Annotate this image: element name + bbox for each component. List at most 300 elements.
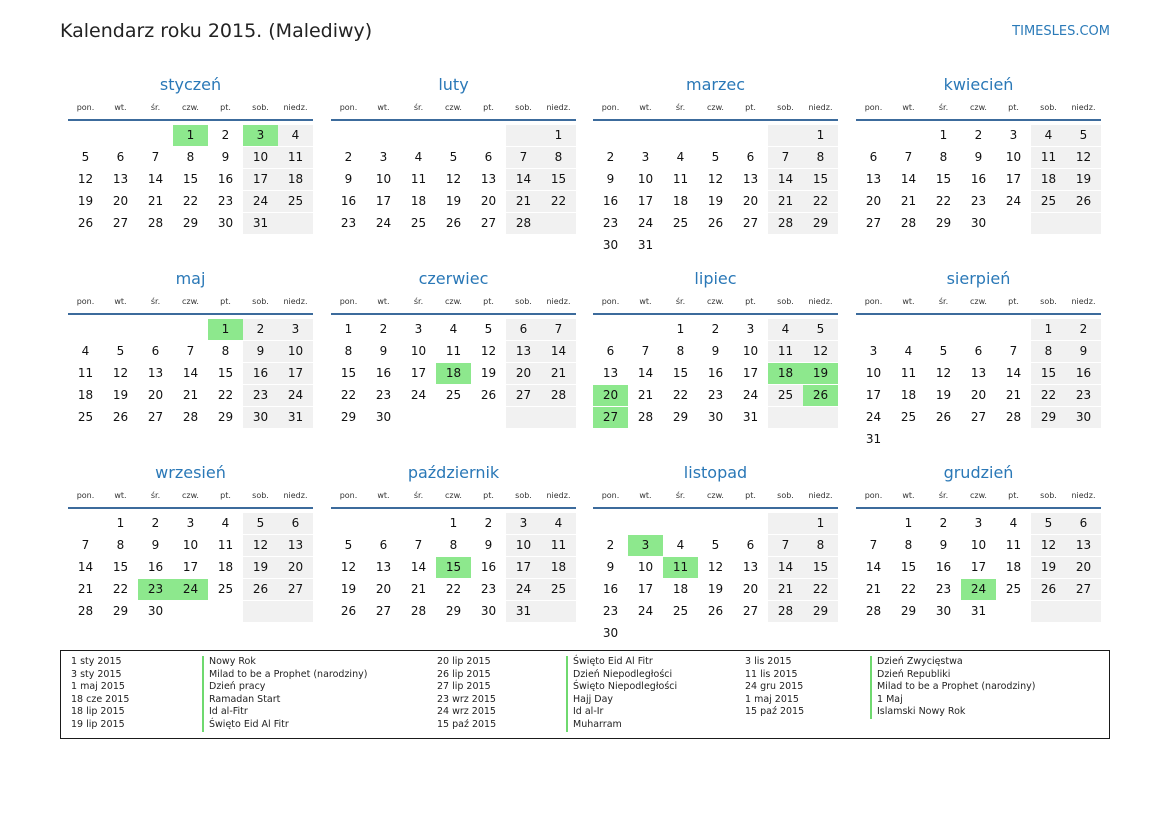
day-cell[interactable]: 27: [375, 603, 392, 618]
day-cell[interactable]: 6: [1066, 513, 1101, 534]
day-cell[interactable]: 9: [974, 149, 983, 164]
day-cell[interactable]: 23: [217, 193, 234, 208]
day-cell[interactable]: 7: [186, 343, 195, 358]
day-cell[interactable]: 27: [865, 215, 882, 230]
day-cell[interactable]: 17: [243, 169, 278, 190]
day-cell[interactable]: 13: [112, 171, 129, 186]
day-cell[interactable]: 23: [138, 579, 173, 600]
day-cell[interactable]: 2: [606, 537, 615, 552]
day-cell[interactable]: 20: [1066, 557, 1101, 578]
day-cell[interactable]: 23: [970, 193, 987, 208]
day-cell[interactable]: 20: [480, 193, 497, 208]
day-cell[interactable]: 17: [278, 363, 313, 384]
day-cell[interactable]: 18: [278, 169, 313, 190]
day-cell[interactable]: 16: [707, 365, 724, 380]
day-cell[interactable]: 29: [340, 409, 357, 424]
day-cell[interactable]: 15: [803, 557, 838, 578]
day-cell[interactable]: 25: [77, 409, 94, 424]
day-cell[interactable]: 8: [116, 537, 125, 552]
day-cell[interactable]: 19: [1066, 169, 1101, 190]
day-cell[interactable]: 11: [541, 535, 576, 556]
day-cell[interactable]: 30: [480, 603, 497, 618]
day-cell[interactable]: 28: [541, 385, 576, 406]
day-cell[interactable]: 26: [112, 409, 129, 424]
day-cell[interactable]: 5: [1066, 125, 1101, 146]
day-cell[interactable]: 19: [707, 193, 724, 208]
day-cell[interactable]: 16: [147, 559, 164, 574]
day-cell[interactable]: 2: [484, 516, 493, 530]
day-cell[interactable]: 15: [182, 171, 199, 186]
day-cell[interactable]: 14: [410, 559, 427, 574]
day-cell[interactable]: 20: [970, 387, 987, 402]
day-cell[interactable]: 8: [186, 149, 195, 164]
day-cell[interactable]: 7: [869, 537, 878, 552]
day-cell[interactable]: 27: [147, 409, 164, 424]
day-cell[interactable]: 3: [628, 535, 663, 556]
day-cell[interactable]: 28: [77, 603, 94, 618]
day-cell[interactable]: 30: [707, 409, 724, 424]
day-cell[interactable]: 12: [480, 343, 497, 358]
day-cell[interactable]: 7: [414, 537, 423, 552]
day-cell[interactable]: 24: [637, 603, 654, 618]
day-cell[interactable]: 17: [742, 365, 759, 380]
day-cell[interactable]: 7: [641, 343, 650, 358]
day-cell[interactable]: 21: [768, 191, 803, 212]
day-cell[interactable]: 4: [414, 149, 423, 164]
day-cell[interactable]: 4: [221, 516, 230, 530]
day-cell[interactable]: 19: [243, 557, 278, 578]
day-cell[interactable]: 28: [865, 603, 882, 618]
day-cell[interactable]: 30: [935, 603, 952, 618]
day-cell[interactable]: 11: [217, 537, 234, 552]
day-cell[interactable]: 7: [768, 535, 803, 556]
day-cell[interactable]: 21: [865, 581, 882, 596]
day-cell[interactable]: 29: [445, 603, 462, 618]
day-cell[interactable]: 17: [182, 559, 199, 574]
day-cell[interactable]: 9: [606, 559, 615, 574]
day-cell[interactable]: 1: [541, 125, 576, 146]
day-cell[interactable]: 23: [602, 603, 619, 618]
day-cell[interactable]: 12: [112, 365, 129, 380]
day-cell[interactable]: 11: [768, 341, 803, 362]
day-cell[interactable]: 6: [746, 149, 755, 164]
day-cell[interactable]: 1: [1031, 319, 1066, 340]
day-cell[interactable]: 18: [900, 387, 917, 402]
day-cell[interactable]: 20: [278, 557, 313, 578]
day-cell[interactable]: 5: [81, 149, 90, 164]
day-cell[interactable]: 18: [541, 557, 576, 578]
day-cell[interactable]: 13: [1066, 535, 1101, 556]
day-cell[interactable]: 17: [637, 581, 654, 596]
day-cell[interactable]: 27: [742, 603, 759, 618]
day-cell[interactable]: 3: [243, 125, 278, 146]
day-cell[interactable]: 3: [186, 516, 195, 530]
site-link[interactable]: TIMESLES.COM: [1012, 24, 1110, 39]
day-cell[interactable]: 5: [344, 537, 353, 552]
day-cell[interactable]: 13: [865, 171, 882, 186]
day-cell[interactable]: 16: [375, 365, 392, 380]
day-cell[interactable]: 6: [151, 343, 160, 358]
day-cell[interactable]: 22: [900, 581, 917, 596]
day-cell[interactable]: 14: [147, 171, 164, 186]
day-cell[interactable]: 28: [1005, 409, 1022, 424]
day-cell[interactable]: 5: [1031, 513, 1066, 534]
day-cell[interactable]: 17: [506, 557, 541, 578]
day-cell[interactable]: 5: [243, 513, 278, 534]
day-cell[interactable]: 5: [711, 537, 720, 552]
day-cell[interactable]: 21: [147, 193, 164, 208]
day-cell[interactable]: 18: [217, 559, 234, 574]
day-cell[interactable]: 26: [243, 579, 278, 600]
day-cell[interactable]: 22: [182, 193, 199, 208]
day-cell[interactable]: 18: [410, 193, 427, 208]
day-cell[interactable]: 20: [742, 193, 759, 208]
day-cell[interactable]: 3: [379, 149, 388, 164]
day-cell[interactable]: 3: [414, 322, 423, 336]
day-cell[interactable]: 20: [593, 385, 628, 406]
day-cell[interactable]: 26: [480, 387, 497, 402]
day-cell[interactable]: 24: [1005, 193, 1022, 208]
day-cell[interactable]: 23: [1066, 385, 1101, 406]
day-cell[interactable]: 11: [278, 147, 313, 168]
day-cell[interactable]: 14: [900, 171, 917, 186]
day-cell[interactable]: 26: [77, 215, 94, 230]
day-cell[interactable]: 3: [641, 149, 650, 164]
day-cell[interactable]: 4: [278, 125, 313, 146]
day-cell[interactable]: 5: [939, 343, 948, 358]
day-cell[interactable]: 22: [935, 193, 952, 208]
day-cell[interactable]: 4: [1031, 125, 1066, 146]
day-cell[interactable]: 30: [602, 625, 619, 640]
day-cell[interactable]: 21: [182, 387, 199, 402]
day-cell[interactable]: 22: [803, 191, 838, 212]
day-cell[interactable]: 18: [672, 193, 689, 208]
day-cell[interactable]: 28: [900, 215, 917, 230]
day-cell[interactable]: 8: [449, 537, 458, 552]
day-cell[interactable]: 26: [803, 385, 838, 406]
day-cell[interactable]: 27: [112, 215, 129, 230]
day-cell[interactable]: 4: [449, 322, 458, 336]
day-cell[interactable]: 21: [768, 579, 803, 600]
day-cell[interactable]: 29: [182, 215, 199, 230]
day-cell[interactable]: 17: [410, 365, 427, 380]
day-cell[interactable]: 23: [480, 581, 497, 596]
day-cell[interactable]: 27: [278, 579, 313, 600]
day-cell[interactable]: 19: [707, 581, 724, 596]
day-cell[interactable]: 9: [379, 343, 388, 358]
day-cell[interactable]: 14: [182, 365, 199, 380]
day-cell[interactable]: 30: [375, 409, 392, 424]
day-cell[interactable]: 19: [480, 365, 497, 380]
day-cell[interactable]: 4: [768, 319, 803, 340]
day-cell[interactable]: 4: [676, 537, 685, 552]
day-cell[interactable]: 27: [970, 409, 987, 424]
day-cell[interactable]: 1: [676, 322, 685, 336]
day-cell[interactable]: 1: [449, 516, 458, 530]
day-cell[interactable]: 24: [243, 191, 278, 212]
day-cell[interactable]: 9: [151, 537, 160, 552]
day-cell[interactable]: 30: [147, 603, 164, 618]
day-cell[interactable]: 23: [340, 215, 357, 230]
day-cell[interactable]: 20: [865, 193, 882, 208]
day-cell[interactable]: 25: [1031, 191, 1066, 212]
day-cell[interactable]: 6: [746, 537, 755, 552]
day-cell[interactable]: 3: [1009, 128, 1018, 142]
day-cell[interactable]: 19: [340, 581, 357, 596]
day-cell[interactable]: 17: [1005, 171, 1022, 186]
day-cell[interactable]: 24: [278, 385, 313, 406]
day-cell[interactable]: 26: [707, 215, 724, 230]
day-cell[interactable]: 14: [506, 169, 541, 190]
day-cell[interactable]: 10: [637, 171, 654, 186]
day-cell[interactable]: 6: [869, 149, 878, 164]
day-cell[interactable]: 26: [707, 603, 724, 618]
day-cell[interactable]: 24: [961, 579, 996, 600]
day-cell[interactable]: 22: [112, 581, 129, 596]
day-cell[interactable]: 8: [904, 537, 913, 552]
day-cell[interactable]: 27: [506, 385, 541, 406]
day-cell[interactable]: 15: [803, 169, 838, 190]
day-cell[interactable]: 15: [112, 559, 129, 574]
day-cell[interactable]: 15: [436, 557, 471, 578]
day-cell[interactable]: 26: [1031, 579, 1066, 600]
day-cell[interactable]: 22: [1031, 385, 1066, 406]
day-cell[interactable]: 25: [672, 215, 689, 230]
day-cell[interactable]: 11: [900, 365, 917, 380]
day-cell[interactable]: 16: [1066, 363, 1101, 384]
day-cell[interactable]: 9: [939, 537, 948, 552]
day-cell[interactable]: 16: [602, 581, 619, 596]
day-cell[interactable]: 16: [602, 193, 619, 208]
day-cell[interactable]: 14: [865, 559, 882, 574]
day-cell[interactable]: 9: [1066, 341, 1101, 362]
day-cell[interactable]: 31: [243, 213, 278, 234]
day-cell[interactable]: 20: [112, 193, 129, 208]
day-cell[interactable]: 11: [663, 557, 698, 578]
day-cell[interactable]: 26: [935, 409, 952, 424]
day-cell[interactable]: 19: [77, 193, 94, 208]
day-cell[interactable]: 22: [217, 387, 234, 402]
day-cell[interactable]: 5: [711, 149, 720, 164]
day-cell[interactable]: 31: [278, 407, 313, 428]
day-cell[interactable]: 28: [768, 601, 803, 622]
day-cell[interactable]: 14: [768, 557, 803, 578]
day-cell[interactable]: 12: [935, 365, 952, 380]
day-cell[interactable]: 24: [742, 387, 759, 402]
day-cell[interactable]: 21: [637, 387, 654, 402]
day-cell[interactable]: 16: [480, 559, 497, 574]
day-cell[interactable]: 28: [410, 603, 427, 618]
day-cell[interactable]: 1: [904, 516, 913, 530]
day-cell[interactable]: 14: [637, 365, 654, 380]
day-cell[interactable]: 21: [506, 191, 541, 212]
day-cell[interactable]: 22: [340, 387, 357, 402]
day-cell[interactable]: 2: [606, 149, 615, 164]
day-cell[interactable]: 31: [742, 409, 759, 424]
day-cell[interactable]: 31: [865, 431, 882, 446]
day-cell[interactable]: 12: [707, 559, 724, 574]
day-cell[interactable]: 2: [974, 128, 983, 142]
day-cell[interactable]: 2: [939, 516, 948, 530]
day-cell[interactable]: 10: [742, 343, 759, 358]
day-cell[interactable]: 9: [711, 343, 720, 358]
day-cell[interactable]: 23: [707, 387, 724, 402]
day-cell[interactable]: 17: [865, 387, 882, 402]
day-cell[interactable]: 3: [278, 319, 313, 340]
day-cell[interactable]: 29: [672, 409, 689, 424]
day-cell[interactable]: 7: [81, 537, 90, 552]
day-cell[interactable]: 10: [278, 341, 313, 362]
day-cell[interactable]: 31: [637, 237, 654, 252]
day-cell[interactable]: 13: [147, 365, 164, 380]
day-cell[interactable]: 11: [672, 171, 689, 186]
day-cell[interactable]: 4: [676, 149, 685, 164]
day-cell[interactable]: 22: [672, 387, 689, 402]
day-cell[interactable]: 11: [1005, 537, 1022, 552]
day-cell[interactable]: 30: [243, 407, 278, 428]
day-cell[interactable]: 22: [541, 191, 576, 212]
day-cell[interactable]: 22: [445, 581, 462, 596]
day-cell[interactable]: 13: [742, 171, 759, 186]
day-cell[interactable]: 20: [147, 387, 164, 402]
day-cell[interactable]: 8: [344, 343, 353, 358]
day-cell[interactable]: 29: [1031, 407, 1066, 428]
day-cell[interactable]: 19: [803, 363, 838, 384]
day-cell[interactable]: 8: [676, 343, 685, 358]
day-cell[interactable]: 14: [1005, 365, 1022, 380]
day-cell[interactable]: 13: [480, 171, 497, 186]
day-cell[interactable]: 1: [939, 128, 948, 142]
day-cell[interactable]: 1: [803, 125, 838, 146]
day-cell[interactable]: 4: [1009, 516, 1018, 530]
day-cell[interactable]: 13: [970, 365, 987, 380]
day-cell[interactable]: 19: [445, 193, 462, 208]
day-cell[interactable]: 6: [606, 343, 615, 358]
day-cell[interactable]: 27: [593, 407, 628, 428]
day-cell[interactable]: 30: [970, 215, 987, 230]
day-cell[interactable]: 21: [1005, 387, 1022, 402]
day-cell[interactable]: 13: [602, 365, 619, 380]
day-cell[interactable]: 10: [970, 537, 987, 552]
day-cell[interactable]: 12: [707, 171, 724, 186]
day-cell[interactable]: 2: [1066, 319, 1101, 340]
day-cell[interactable]: 13: [742, 559, 759, 574]
day-cell[interactable]: 25: [541, 579, 576, 600]
day-cell[interactable]: 11: [1031, 147, 1066, 168]
day-cell[interactable]: 5: [803, 319, 838, 340]
day-cell[interactable]: 25: [410, 215, 427, 230]
day-cell[interactable]: 7: [151, 149, 160, 164]
day-cell[interactable]: 13: [506, 341, 541, 362]
day-cell[interactable]: 26: [340, 603, 357, 618]
day-cell[interactable]: 25: [445, 387, 462, 402]
day-cell[interactable]: 29: [803, 213, 838, 234]
day-cell[interactable]: 20: [506, 363, 541, 384]
day-cell[interactable]: 9: [484, 537, 493, 552]
day-cell[interactable]: 29: [217, 409, 234, 424]
day-cell[interactable]: 17: [637, 193, 654, 208]
day-cell[interactable]: 6: [379, 537, 388, 552]
day-cell[interactable]: 6: [506, 319, 541, 340]
day-cell[interactable]: 15: [1031, 363, 1066, 384]
day-cell[interactable]: 19: [935, 387, 952, 402]
day-cell[interactable]: 24: [410, 387, 427, 402]
day-cell[interactable]: 25: [1005, 581, 1022, 596]
day-cell[interactable]: 25: [217, 581, 234, 596]
day-cell[interactable]: 23: [375, 387, 392, 402]
day-cell[interactable]: 8: [541, 147, 576, 168]
day-cell[interactable]: 10: [243, 147, 278, 168]
day-cell[interactable]: 17: [375, 193, 392, 208]
day-cell[interactable]: 9: [221, 149, 230, 164]
day-cell[interactable]: 16: [935, 559, 952, 574]
day-cell[interactable]: 25: [768, 385, 803, 406]
day-cell[interactable]: 7: [904, 149, 913, 164]
day-cell[interactable]: 15: [900, 559, 917, 574]
day-cell[interactable]: 7: [506, 147, 541, 168]
day-cell[interactable]: 29: [935, 215, 952, 230]
day-cell[interactable]: 19: [1031, 557, 1066, 578]
day-cell[interactable]: 5: [484, 322, 493, 336]
day-cell[interactable]: 23: [602, 215, 619, 230]
day-cell[interactable]: 31: [970, 603, 987, 618]
day-cell[interactable]: 7: [541, 319, 576, 340]
day-cell[interactable]: 2: [379, 322, 388, 336]
day-cell[interactable]: 27: [480, 215, 497, 230]
day-cell[interactable]: 16: [243, 363, 278, 384]
day-cell[interactable]: 18: [77, 387, 94, 402]
day-cell[interactable]: 10: [865, 365, 882, 380]
day-cell[interactable]: 6: [278, 513, 313, 534]
day-cell[interactable]: 18: [1031, 169, 1066, 190]
day-cell[interactable]: 15: [541, 169, 576, 190]
day-cell[interactable]: 12: [803, 341, 838, 362]
day-cell[interactable]: 28: [506, 213, 541, 234]
day-cell[interactable]: 24: [375, 215, 392, 230]
day-cell[interactable]: 10: [182, 537, 199, 552]
day-cell[interactable]: 2: [221, 128, 230, 142]
day-cell[interactable]: 17: [970, 559, 987, 574]
day-cell[interactable]: 21: [900, 193, 917, 208]
day-cell[interactable]: 9: [606, 171, 615, 186]
day-cell[interactable]: 18: [672, 581, 689, 596]
day-cell[interactable]: 12: [445, 171, 462, 186]
day-cell[interactable]: 12: [1066, 147, 1101, 168]
day-cell[interactable]: 15: [935, 171, 952, 186]
day-cell[interactable]: 7: [768, 147, 803, 168]
day-cell[interactable]: 25: [900, 409, 917, 424]
day-cell[interactable]: 19: [112, 387, 129, 402]
day-cell[interactable]: 23: [935, 581, 952, 596]
day-cell[interactable]: 20: [742, 581, 759, 596]
day-cell[interactable]: 28: [637, 409, 654, 424]
day-cell[interactable]: 10: [1005, 149, 1022, 164]
day-cell[interactable]: 13: [278, 535, 313, 556]
day-cell[interactable]: 24: [865, 409, 882, 424]
day-cell[interactable]: 6: [116, 149, 125, 164]
day-cell[interactable]: 14: [541, 341, 576, 362]
day-cell[interactable]: 12: [1031, 535, 1066, 556]
day-cell[interactable]: 7: [1009, 343, 1018, 358]
day-cell[interactable]: 11: [445, 343, 462, 358]
day-cell[interactable]: 18: [768, 363, 803, 384]
day-cell[interactable]: 8: [803, 535, 838, 556]
day-cell[interactable]: 1: [803, 513, 838, 534]
day-cell[interactable]: 1: [173, 125, 208, 146]
day-cell[interactable]: 9: [344, 171, 353, 186]
day-cell[interactable]: 2: [344, 149, 353, 164]
day-cell[interactable]: 27: [1066, 579, 1101, 600]
